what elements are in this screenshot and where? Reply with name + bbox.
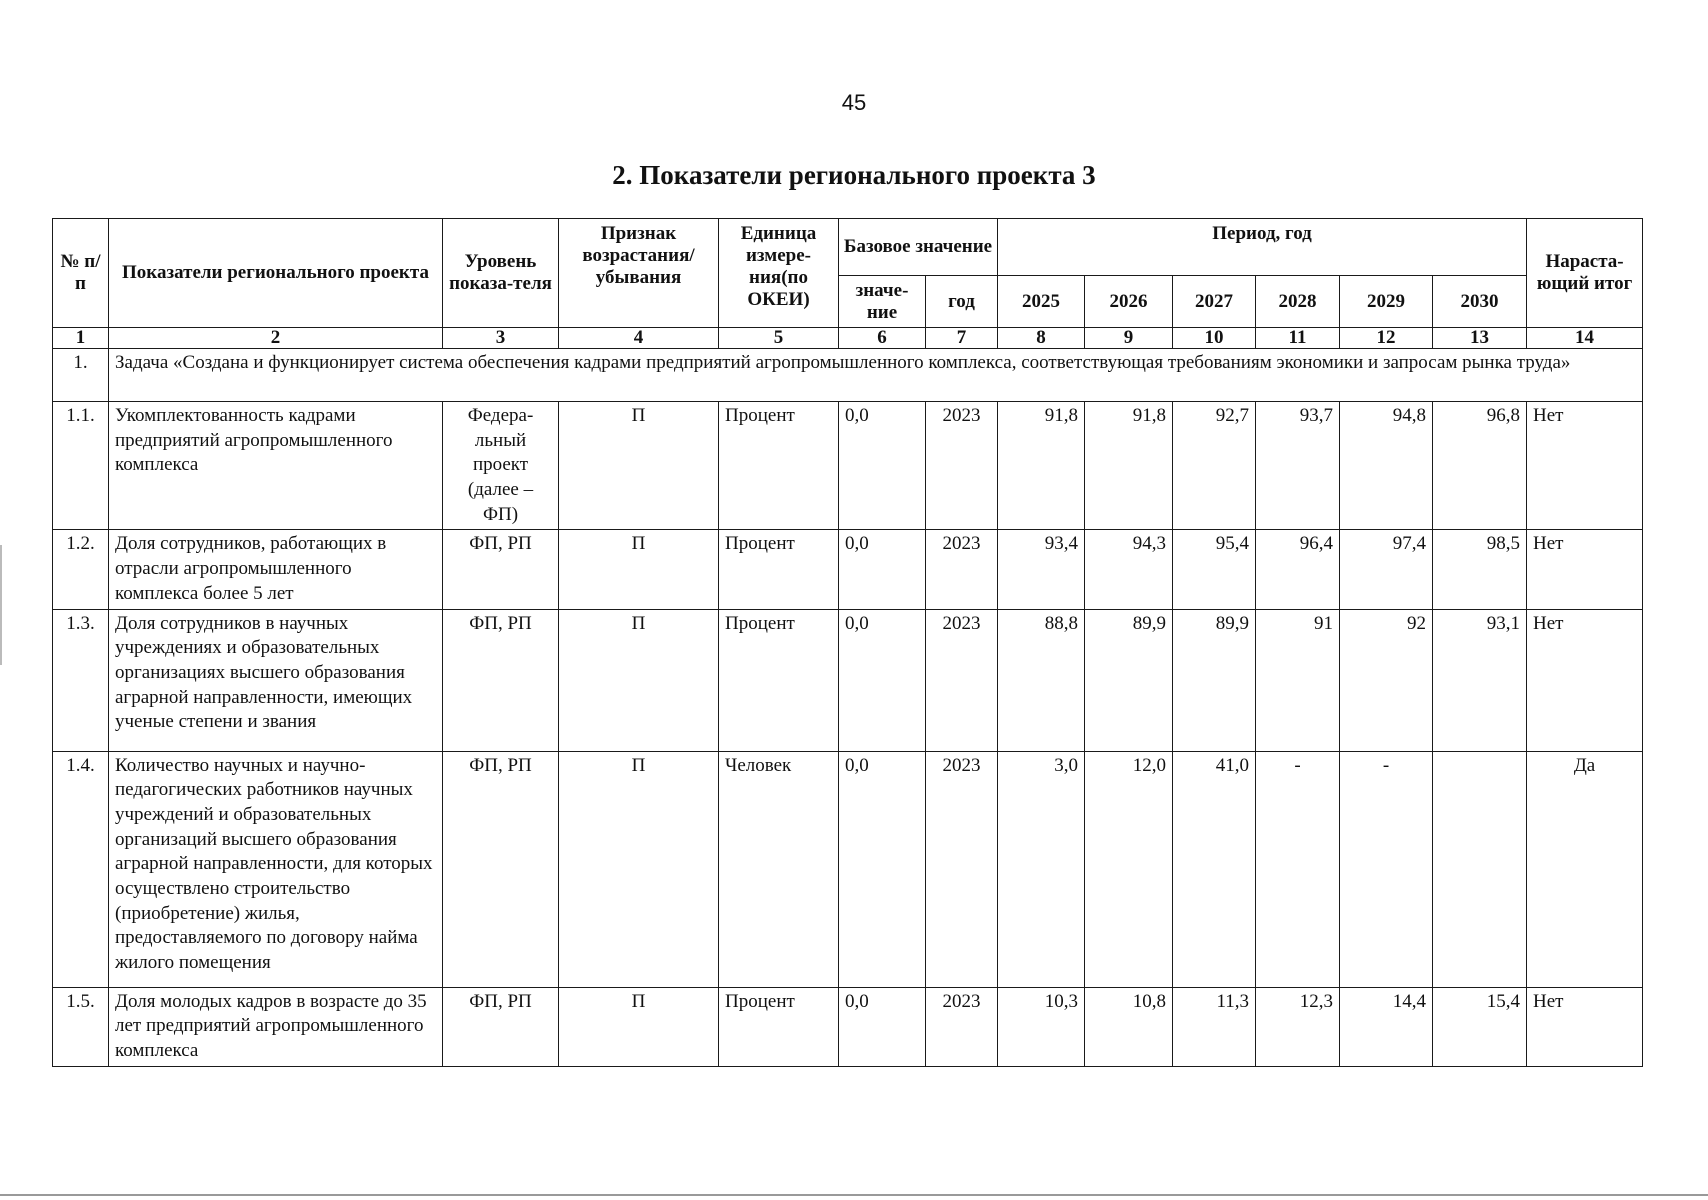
year-value: -: [1340, 751, 1433, 987]
base-value: 0,0: [839, 609, 926, 751]
column-number: 5: [719, 328, 839, 349]
year-value: 97,4: [1340, 530, 1433, 609]
base-value: 0,0: [839, 751, 926, 987]
year-value: 94,3: [1085, 530, 1173, 609]
year-value: 91: [1256, 609, 1340, 751]
header-year: 2025: [998, 276, 1085, 328]
column-number: 4: [559, 328, 719, 349]
year-value: [1433, 751, 1527, 987]
header-year: 2029: [1340, 276, 1433, 328]
indicator-unit: Процент: [719, 609, 839, 751]
table-row: [53, 402, 1643, 530]
year-value: 41,0: [1173, 751, 1256, 987]
year-value: 11,3: [1173, 987, 1256, 1066]
header-period: Период, год: [998, 219, 1527, 276]
header-indicator: Показатели регионального проекта: [109, 219, 443, 328]
page-title: 2. Показатели регионального проекта 3: [612, 160, 1096, 190]
column-number: 14: [1527, 328, 1643, 349]
header-base: Базовое значение: [839, 219, 998, 276]
year-value: 98,5: [1433, 530, 1527, 609]
base-year: 2023: [926, 751, 998, 987]
base-year: 2023: [926, 402, 998, 530]
indicator-sign: П: [559, 609, 719, 751]
year-value: 92: [1340, 609, 1433, 751]
indicator-level: ФП, РП: [443, 987, 559, 1066]
header-year: 2026: [1085, 276, 1173, 328]
base-value: 0,0: [839, 530, 926, 609]
indicator-level: ФП, РП: [443, 530, 559, 609]
column-number: 9: [1085, 328, 1173, 349]
task-num: 1.: [53, 349, 109, 402]
column-number: 10: [1173, 328, 1256, 349]
year-value: 96,4: [1256, 530, 1340, 609]
year-value: 91,8: [1085, 402, 1173, 530]
column-number: 8: [998, 328, 1085, 349]
header-base-value: значе-ние: [839, 276, 926, 328]
column-number: 12: [1340, 328, 1433, 349]
column-number: 6: [839, 328, 926, 349]
indicator-num: 1.5.: [53, 987, 109, 1066]
scan-edge-mark: [0, 545, 2, 665]
year-value: 15,4: [1433, 987, 1527, 1066]
indicator-unit: Человек: [719, 751, 839, 987]
indicator-level: ФП, РП: [443, 609, 559, 751]
base-year: 2023: [926, 609, 998, 751]
header-level: Уровень показа-теля: [443, 219, 559, 328]
task-row: [53, 349, 1643, 402]
header-year: 2027: [1173, 276, 1256, 328]
column-number: 11: [1256, 328, 1340, 349]
base-year: 2023: [926, 987, 998, 1066]
column-numbers-row: [53, 328, 1643, 349]
indicator-sign: П: [559, 530, 719, 609]
header-row: [53, 219, 1643, 276]
column-number: 2: [109, 328, 443, 349]
year-value: 95,4: [1173, 530, 1256, 609]
cumulative-value: Да: [1527, 751, 1643, 987]
indicator-num: 1.1.: [53, 402, 109, 530]
indicator-level: ФП, РП: [443, 751, 559, 987]
indicator-unit: Процент: [719, 402, 839, 530]
indicator-num: 1.2.: [53, 530, 109, 609]
year-value: 14,4: [1340, 987, 1433, 1066]
indicator-unit: Процент: [719, 987, 839, 1066]
year-value: 3,0: [998, 751, 1085, 987]
base-value: 0,0: [839, 402, 926, 530]
table-row: [53, 751, 1643, 987]
year-value: 12,3: [1256, 987, 1340, 1066]
year-value: -: [1256, 751, 1340, 987]
cumulative-value: Нет: [1527, 402, 1643, 530]
table-row: [53, 987, 1643, 1066]
header-year: 2030: [1433, 276, 1527, 328]
task-text: Задача «Создана и функционирует система обеспечения кадрами предприятий агропромышленного комплекса, соответствующая требованиям экономики и запросам рынка труда»: [109, 349, 1643, 402]
indicator-name: Доля молодых кадров в возрасте до 35 лет предприятий агропромышленного комплекса: [109, 987, 443, 1066]
year-value: 93,4: [998, 530, 1085, 609]
column-number: 13: [1433, 328, 1527, 349]
table-row: [53, 609, 1643, 751]
year-value: 92,7: [1173, 402, 1256, 530]
column-number: 1: [53, 328, 109, 349]
column-number: 7: [926, 328, 998, 349]
indicator-sign: П: [559, 987, 719, 1066]
indicator-name: Укомплектованность кадрами предприятий агропромышленного комплекса: [109, 402, 443, 530]
year-value: 88,8: [998, 609, 1085, 751]
indicator-sign: П: [559, 402, 719, 530]
indicator-num: 1.4.: [53, 751, 109, 987]
cumulative-value: Нет: [1527, 530, 1643, 609]
table-row: [53, 530, 1643, 609]
cumulative-value: Нет: [1527, 987, 1643, 1066]
year-value: 96,8: [1433, 402, 1527, 530]
indicator-name: Доля сотрудников в научных учреждениях и образовательных организациях высшего образования аграрной направленности, имеющих ученые степени и звания: [109, 609, 443, 751]
year-value: 91,8: [998, 402, 1085, 530]
indicator-num: 1.3.: [53, 609, 109, 751]
page-number: 45: [841, 90, 867, 115]
year-value: 10,3: [998, 987, 1085, 1066]
cumulative-value: Нет: [1527, 609, 1643, 751]
year-value: 89,9: [1173, 609, 1256, 751]
year-value: 93,1: [1433, 609, 1527, 751]
indicator-unit: Процент: [719, 530, 839, 609]
indicator-sign: П: [559, 751, 719, 987]
header-year: 2028: [1256, 276, 1340, 328]
indicator-name: Доля сотрудников, работающих в отрасли агропромышленного комплекса более 5 лет: [109, 530, 443, 609]
year-value: 12,0: [1085, 751, 1173, 987]
year-value: 93,7: [1256, 402, 1340, 530]
column-number: 3: [443, 328, 559, 349]
indicator-name: Количество научных и научно-педагогических работников научных учреждений и образовательных организаций высшего образования аграрной направленности, для которых осуществлено строительство (приобретение) жилья, предоставляемого по договору найма жилого помещения: [109, 751, 443, 987]
base-value: 0,0: [839, 987, 926, 1066]
header-num: № п/п: [53, 219, 109, 328]
header-unit: Единица измере-ния(по ОКЕИ): [719, 219, 839, 328]
page-bottom-rule: [0, 1194, 1708, 1196]
header-cumulative: Нараста-ющий итог: [1527, 219, 1643, 328]
header-sign: Признак возрастания/ убывания: [559, 219, 719, 328]
year-value: 89,9: [1085, 609, 1173, 751]
base-year: 2023: [926, 530, 998, 609]
indicator-level: Федера-льный проект (далее – ФП): [443, 402, 559, 530]
header-base-year: год: [926, 276, 998, 328]
indicators-table: [52, 218, 1643, 1067]
year-value: 94,8: [1340, 402, 1433, 530]
year-value: 10,8: [1085, 987, 1173, 1066]
